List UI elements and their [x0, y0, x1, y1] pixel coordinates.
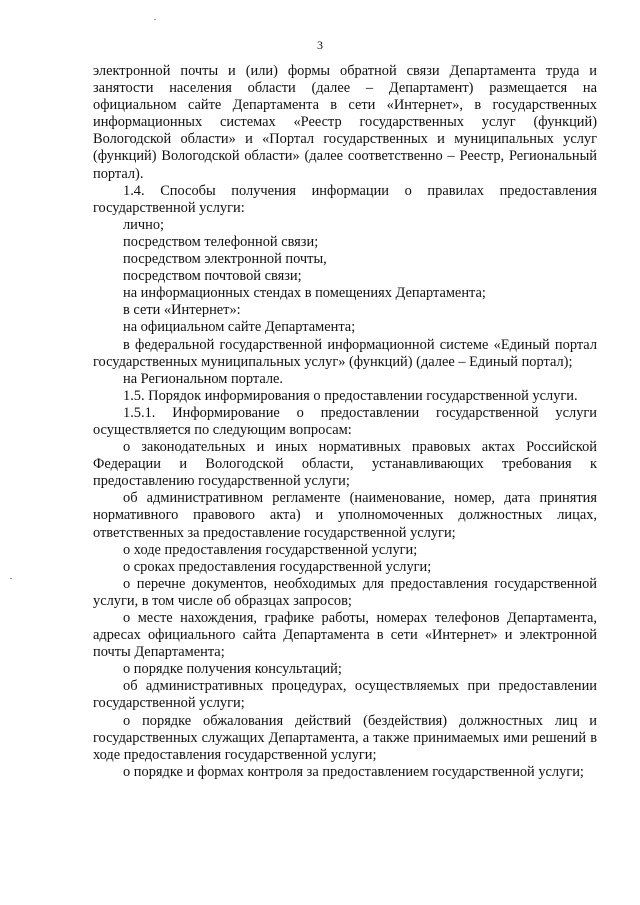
scan-speck: [154, 19, 156, 20]
list-item: об административном регламенте (наименование, номер, дата принятия нормативного правового акта) и уполномоченных должностных лицах, ответственных за предоставление государственной услуги;: [93, 490, 597, 541]
list-item: посредством почтовой связи;: [123, 268, 302, 285]
list-item: лично;: [123, 216, 165, 233]
list-item: посредством телефонной связи;: [123, 233, 319, 250]
list-item: о порядке обжалования действий (бездействия) должностных лиц и государственных служащих Департамента, а также принимаемых ими решений в ходе предоставления государственной услуги;: [93, 712, 597, 763]
list-item: о законодательных и иных нормативных правовых актах Российской Федерации и Вологодской области, устанавливающих требования к предоставлению государственной услуги;: [93, 439, 597, 490]
paragraph-1-5-heading: 1.5. Порядок информирования о предоставлении государственной услуги.: [123, 387, 578, 404]
page-number: 3: [317, 38, 323, 52]
list-item: о месте нахождения, графике работы, номерах телефонов Департамента, адресах официального сайта Департамента в сети «Интернет» и электронной почты Департамента;: [93, 610, 597, 661]
list-item: в сети «Интернет»:: [123, 302, 241, 319]
list-item: об административных процедурах, осуществляемых при предоставлении государственной услуги;: [93, 678, 597, 712]
list-item: на официальном сайте Департамента;: [123, 319, 356, 336]
list-item: о перечне документов, необходимых для предоставления государственной услуги, в том числе об образцах запросов;: [93, 575, 597, 609]
paragraph-1-4-heading: 1.4. Способы получения информации о правилах предоставления государственной услуги:: [93, 182, 597, 216]
list-item: о порядке получения консультаций;: [123, 661, 342, 678]
list-item: о порядке и формах контроля за предоставлением государственной услуги;: [123, 763, 584, 780]
paragraph-continued: электронной почты и (или) формы обратной связи Департамента труда и занятости населения области (далее – Департамент) размещается на официальном сайте Департамента в сети «Интернет», в государственных информационных системах «Реестр государственных услуг (функций) Вологодской области» и «Портал государственных и муниципальных услуг (функций) Вологодской области» (далее соответственно – Реестр, Региональный портал).: [93, 63, 597, 182]
paragraph-1-5-1: 1.5.1. Информирование о предоставлении государственной услуги осуществляется по следующим вопросам:: [93, 404, 597, 438]
list-item: посредством электронной почты,: [123, 251, 327, 268]
list-item: о ходе предоставления государственной услуги;: [123, 541, 418, 558]
list-item: на информационных стендах в помещениях Департамента;: [123, 285, 486, 302]
list-item: в федеральной государственной информационной системе «Единый портал государственных муниципальных услуг» (функций) (далее – Единый портал);: [93, 336, 597, 370]
list-item: о сроках предоставления государственной услуги;: [123, 558, 432, 575]
list-item: на Региональном портале.: [123, 370, 284, 387]
scan-speck: [10, 578, 12, 579]
document-body: [93, 63, 597, 781]
